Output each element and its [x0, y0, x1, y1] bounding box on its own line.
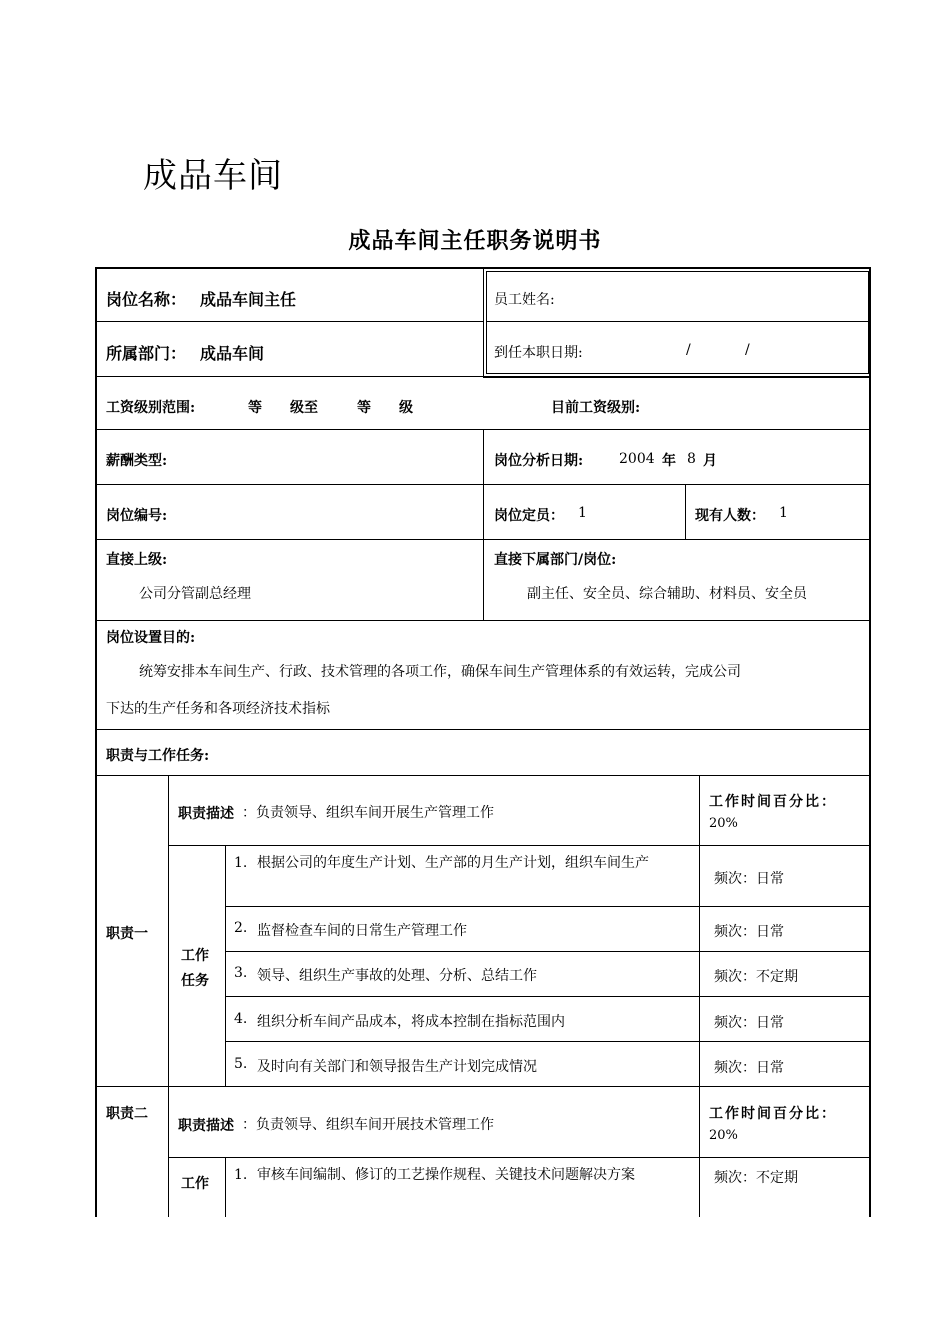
department-label: 所属部门：: [106, 344, 187, 363]
row-divider: [168, 1157, 870, 1158]
salary-level: 级: [399, 400, 413, 416]
double-border: [483, 376, 870, 378]
column-divider: [225, 845, 226, 1086]
salary-grade: 等: [248, 400, 262, 416]
task-text: 审核车间编制、修订的工艺操作规程、关键技术问题解决方案: [257, 1167, 635, 1183]
double-border: [483, 268, 484, 378]
duty1-time-value: 20%: [709, 816, 738, 831]
superior-label: 直接上级:: [106, 552, 168, 568]
duty2-time-value: 20%: [709, 1128, 738, 1143]
double-border: [486, 321, 868, 322]
column-divider: [685, 484, 686, 539]
task-number: 4.: [234, 1011, 248, 1027]
position-code-label: 岗位编号:: [106, 508, 168, 524]
row-divider: [97, 775, 870, 776]
task-text: 根据公司的年度生产计划、生产部的月生产计划，组织车间生产: [257, 855, 649, 871]
document-title: 成品车间主任职务说明书: [348, 228, 602, 254]
current-count-label: 现有人数：: [695, 508, 765, 524]
salary-grade: 等: [357, 400, 371, 416]
task-text: 及时向有关部门和领导报告生产计划完成情况: [257, 1059, 537, 1075]
column-divider: [168, 775, 169, 1217]
task-text: 领导、组织生产事故的处理、分析、总结工作: [257, 968, 537, 984]
double-border: [486, 271, 868, 272]
tasks-label: 工作: [181, 948, 209, 964]
analysis-month: 8: [687, 451, 696, 467]
column-divider: [699, 775, 700, 1217]
task-frequency: 频次：日常: [714, 1060, 784, 1076]
tasks-label: 工作: [181, 1176, 209, 1192]
salary-level-to: 级至: [290, 400, 318, 416]
task-frequency: 频次：日常: [714, 1015, 784, 1031]
duty1-label: 职责一: [106, 926, 148, 942]
row-divider: [225, 951, 870, 952]
task-text: 监督检查车间的日常生产管理工作: [257, 923, 467, 939]
purpose-text: 下达的生产任务和各项经济技术指标: [106, 701, 330, 717]
purpose-label: 岗位设置目的:: [106, 630, 196, 646]
double-border: [868, 271, 869, 374]
page-heading: 成品车间: [143, 156, 283, 196]
start-date-label: 到任本职日期:: [494, 345, 583, 361]
row-divider: [225, 996, 870, 997]
position-quota-label: 岗位定员：: [494, 508, 564, 524]
start-date-slash: /: [745, 342, 750, 358]
column-divider: [483, 429, 484, 620]
month-unit: 月: [703, 453, 717, 469]
task-frequency: 频次：日常: [714, 924, 784, 940]
row-divider: [225, 1041, 870, 1042]
row-divider: [97, 1086, 870, 1087]
duty2-time-label: 工作时间百分比：: [709, 1106, 837, 1122]
double-border: [486, 271, 487, 374]
position-name-label: 岗位名称：: [106, 290, 187, 309]
row-divider: [225, 906, 870, 907]
superior-value: 公司分管副总经理: [139, 586, 251, 602]
subordinate-label: 直接下属部门/岗位:: [494, 552, 617, 568]
task-number: 1.: [234, 1167, 248, 1183]
purpose-text: 统筹安排本车间生产、行政、技术管理的各项工作，确保车间生产管理体系的有效运转，完成公司: [139, 664, 741, 680]
task-number: 2.: [234, 920, 248, 936]
duty1-desc-text: ：负责领导、组织车间开展生产管理工作: [242, 805, 494, 821]
start-date-slash: /: [686, 342, 691, 358]
duty2-desc-label: 职责描述: [178, 1118, 234, 1134]
duty1-desc-label: 职责描述: [178, 806, 234, 822]
row-divider: [97, 729, 870, 730]
double-border: [486, 373, 868, 374]
current-salary-label: 目前工资级别:: [551, 400, 641, 416]
position-quota-value: 1: [578, 505, 587, 521]
analysis-year: 2004: [619, 451, 655, 467]
year-unit: 年: [662, 453, 676, 469]
task-frequency: 频次：不定期: [714, 1170, 798, 1186]
duties-section-label: 职责与工作任务:: [106, 748, 210, 764]
analysis-date-label: 岗位分析日期:: [494, 453, 584, 469]
department-value: 成品车间: [200, 344, 265, 363]
column-divider: [225, 1157, 226, 1217]
task-frequency: 频次：日常: [714, 871, 784, 887]
salary-range-label: 工资级别范围:: [106, 400, 196, 416]
employee-name-label: 员工姓名:: [494, 292, 555, 308]
task-number: 5.: [234, 1056, 248, 1072]
subordinate-value: 副主任、安全员、综合辅助、材料员、安全员: [527, 586, 807, 602]
duty2-desc-text: ：负责领导、组织车间开展技术管理工作: [242, 1117, 494, 1133]
task-text: 组织分析车间产品成本，将成本控制在指标范围内: [257, 1014, 565, 1030]
task-number: 1.: [234, 855, 248, 871]
task-frequency: 频次：不定期: [714, 969, 798, 985]
duty1-time-label: 工作时间百分比：: [709, 794, 837, 810]
duty2-label: 职责二: [106, 1106, 148, 1122]
current-count-value: 1: [779, 505, 788, 521]
task-number: 3.: [234, 965, 248, 981]
row-divider: [97, 321, 483, 322]
pay-type-label: 薪酬类型:: [106, 453, 168, 469]
position-name-value: 成品车间主任: [200, 290, 297, 309]
row-divider: [97, 620, 870, 621]
tasks-label: 任务: [181, 973, 209, 989]
row-divider: [168, 845, 870, 846]
